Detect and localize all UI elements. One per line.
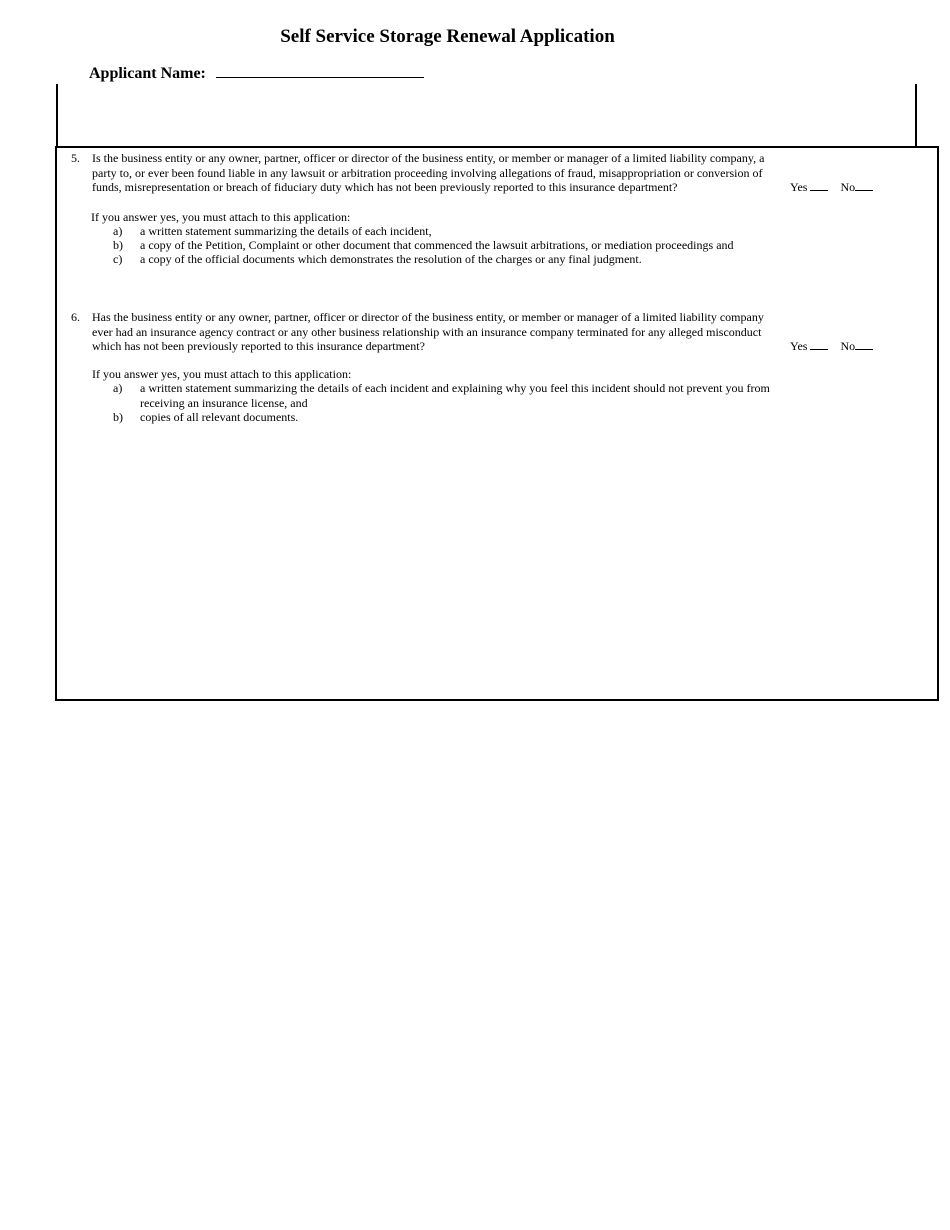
applicant-name-label: Applicant Name: (89, 65, 206, 82)
question-6-yes-blank[interactable] (810, 339, 828, 350)
question-5-item-a-letter: a) (113, 224, 123, 238)
question-6-answer (790, 339, 873, 354)
question-5-yes-label: Yes (790, 180, 808, 194)
question-6-item-a-text: a written statement summarizing the details of each incident and explaining why you feel this incident should not prevent you from receiving an insurance license, and (140, 381, 770, 410)
frame-left-border (56, 84, 58, 147)
question-6-no-blank[interactable] (855, 339, 873, 350)
question-5-item-b-text: a copy of the Petition, Complaint or other document that commenced the lawsuit arbitrations, or mediation proceedings and (140, 238, 734, 252)
question-5-attach-intro: If you answer yes, you must attach to this application: (91, 210, 351, 224)
question-5-no-blank[interactable] (855, 180, 873, 191)
question-6-number: 6. (71, 310, 80, 324)
question-6-item-a-letter: a) (113, 381, 123, 395)
frame-right-border (915, 84, 917, 147)
question-5-item-a-text: a written statement summarizing the details of each incident, (140, 224, 432, 238)
question-6-item-b-letter: b) (113, 410, 123, 424)
questions-box (55, 146, 939, 701)
applicant-name-row (89, 63, 424, 83)
question-5-item-c-text: a copy of the official documents which demonstrates the resolution of the charges or any final judgment. (140, 252, 642, 266)
document-title: Self Service Storage Renewal Application (280, 26, 615, 47)
applicant-name-field[interactable] (216, 63, 424, 78)
question-6-yes-label: Yes (790, 339, 808, 353)
question-5-item-c-letter: c) (113, 252, 123, 266)
question-5-yes-blank[interactable] (810, 180, 828, 191)
question-5-answer (790, 180, 873, 195)
question-6-attach-intro: If you answer yes, you must attach to this application: (92, 367, 352, 381)
question-6-text: Has the business entity or any owner, partner, officer or director of the business entity, or member or manager of a limited liability company ever had an insurance agency contract or any other business relationship with an insurance company terminated for any alleged misconduct which has not been previously reported to this insurance department? (92, 310, 764, 353)
question-5-item-b-letter: b) (113, 238, 123, 252)
question-5-number: 5. (71, 151, 80, 165)
question-5-no-label: No (840, 180, 856, 194)
question-6-item-b-text: copies of all relevant documents. (140, 410, 299, 424)
question-6-no-label: No (840, 339, 856, 353)
question-5-text: Is the business entity or any owner, partner, officer or director of the business entity, or member or manager of a limited liability company, a party to, or ever been found liable in any lawsuit or arbitration proceeding involving allegations of fraud, misappropriation or conversion of funds, misrepresentation or breach of fiduciary duty which has not been previously reported to this insurance department? (92, 151, 765, 194)
